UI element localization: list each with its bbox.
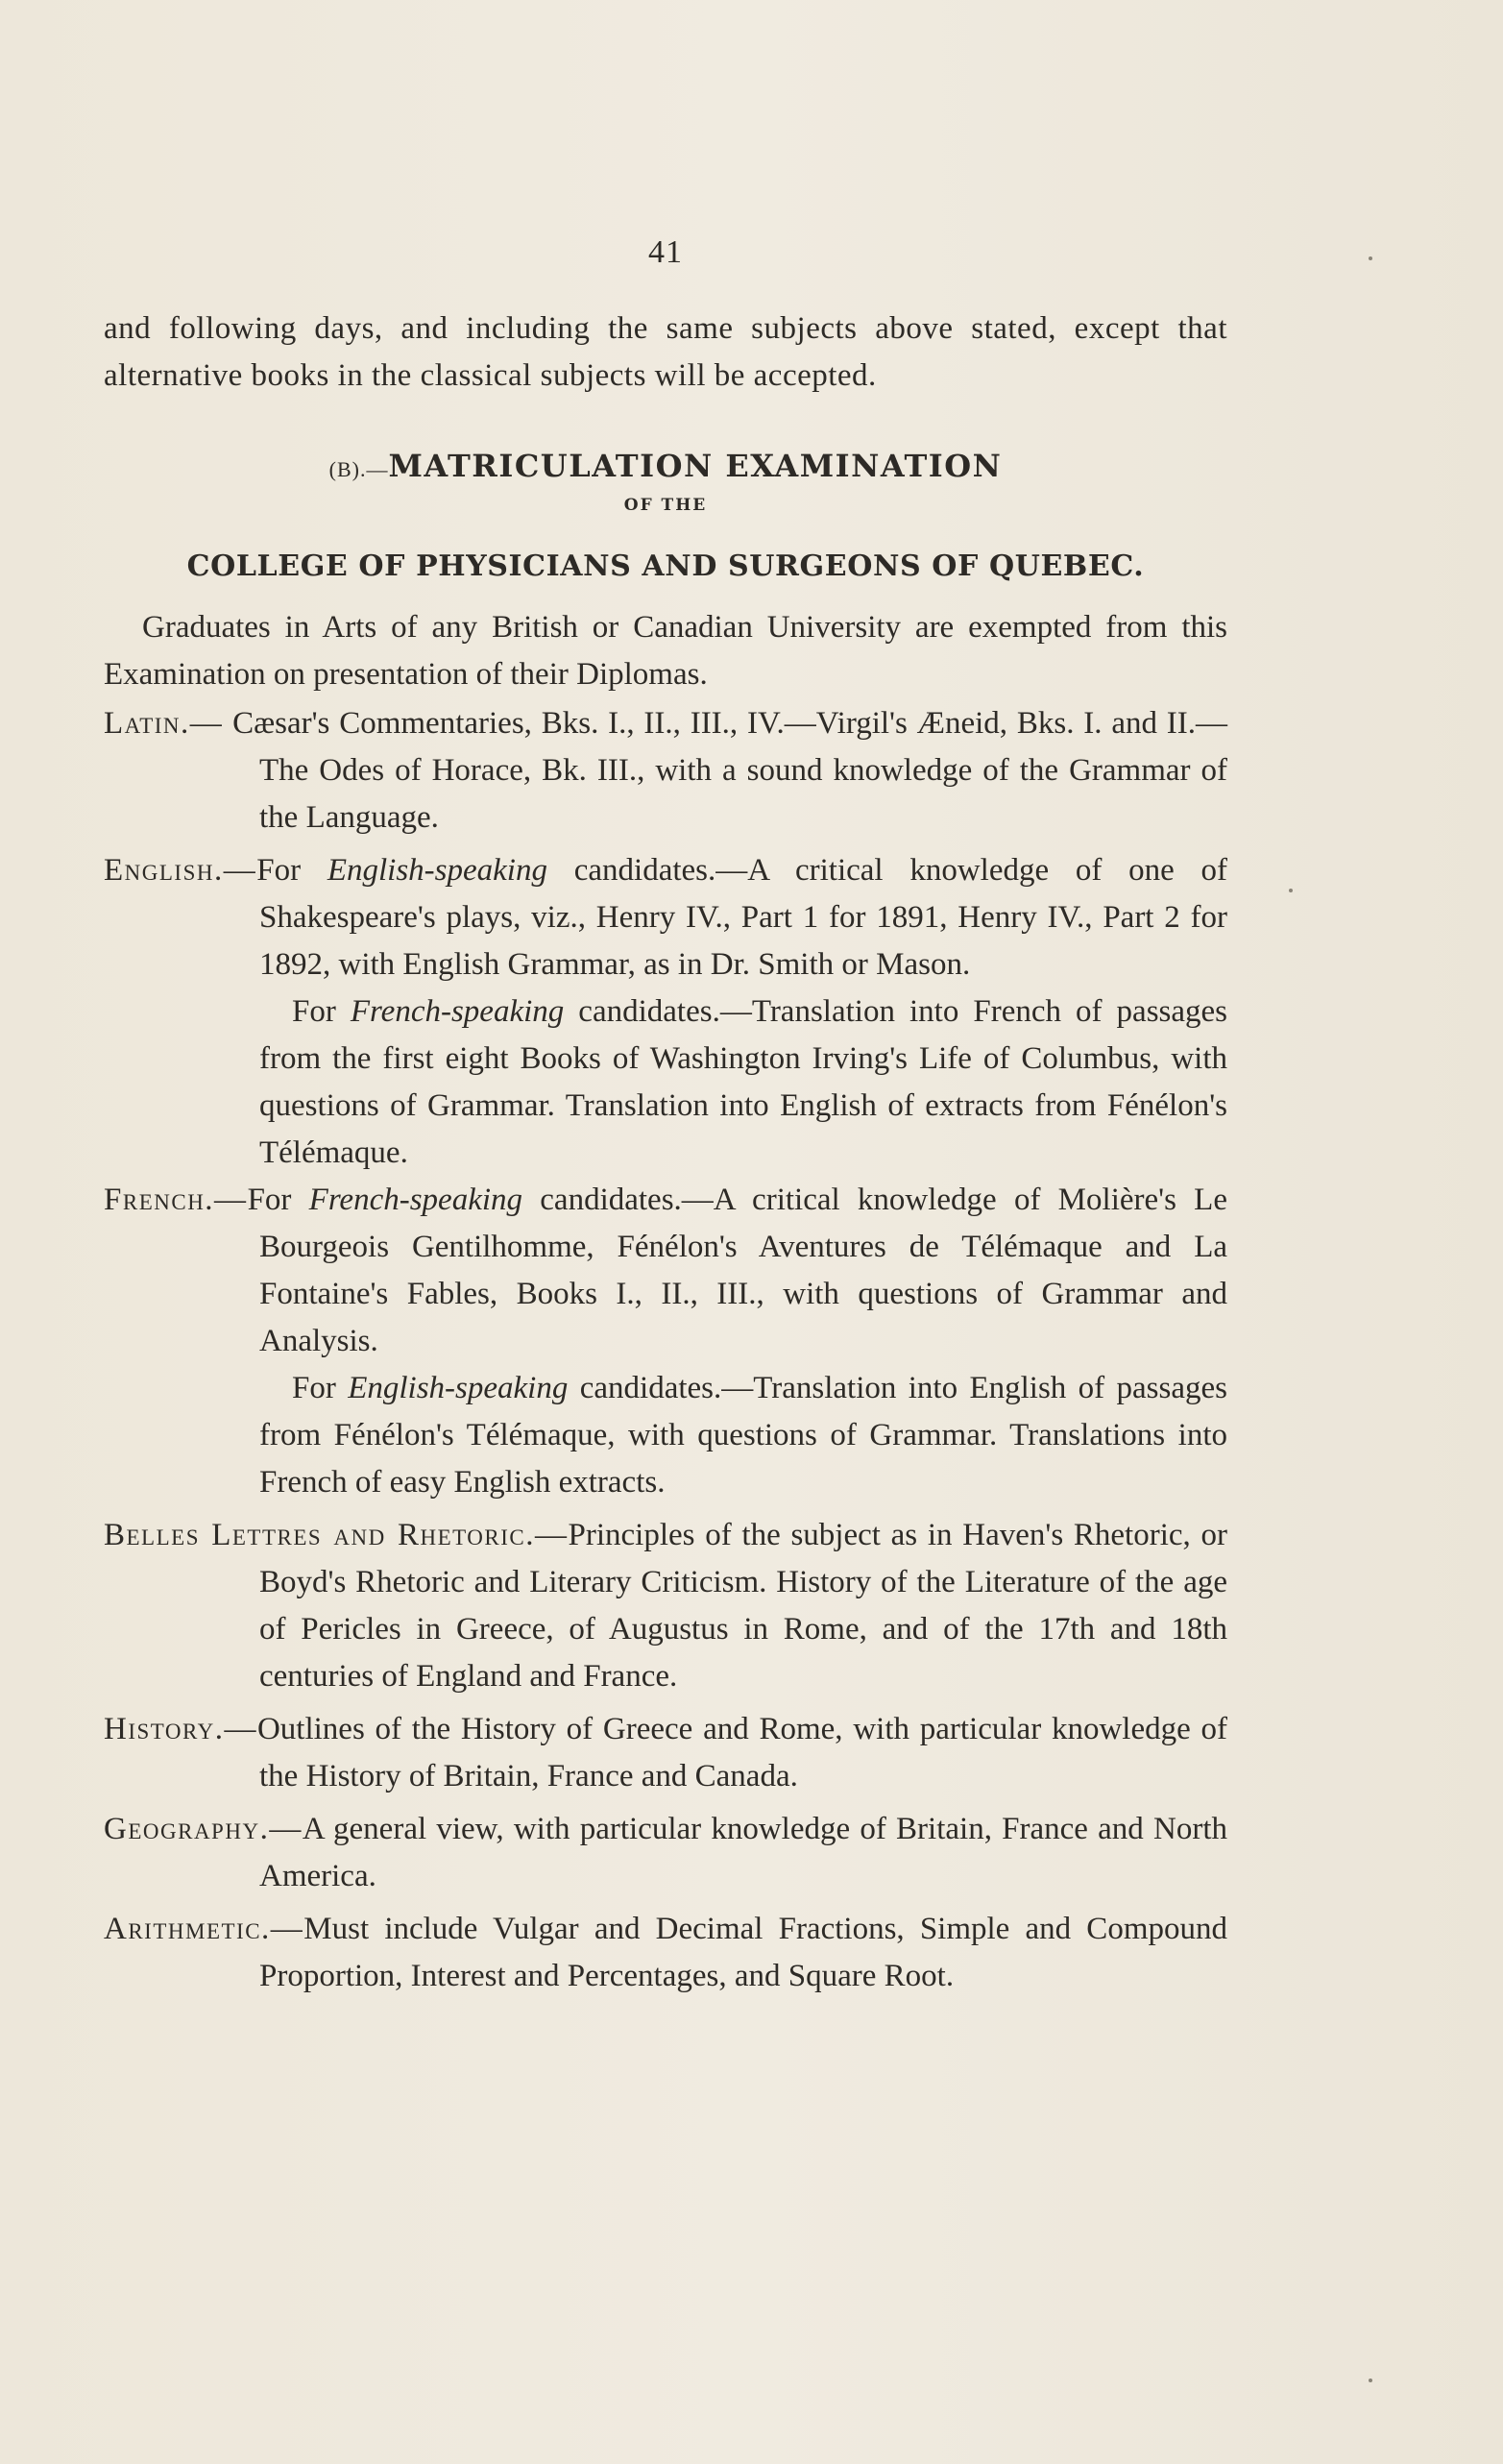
entry-text-geography: A general view, with particular knowledge of Britain, France and North America. — [259, 1812, 1227, 1893]
entry-history — [104, 1706, 1227, 1800]
subject-label-geography: Geography.— — [104, 1812, 303, 1846]
subject-label-english: English.— — [104, 853, 257, 888]
entry-text-history: Outlines of the History of Greece and Rome, with particular knowledge of the History of Britain, France and Canada. — [256, 1712, 1227, 1793]
entry-text-latin: Cæsar's Commentaries, Bks. I., II., III., IV.—Virgil's Æneid, Bks. I. and II.—The Odes of Horace, Bk. III., with a sound knowledge of the Grammar of the Language. — [223, 706, 1227, 835]
entry-text-french: candidates.—A critical knowledge of Molière's Le Bourgeois Gentilhomme, Fénélon's Aventures de Télémaque and La Fontaine's Fables, Books I., II., III., with questions of Grammar and Analysis. — [259, 1183, 1227, 1358]
paper-speck — [1369, 256, 1372, 260]
entry-text-belles-lettres: Principles of the subject as in Haven's Rhetoric, or Boyd's Rhetoric and Literary Criticism. History of the Literature of the age of Pericles in Greece, of Augustus in Rome, and of the 17th and 18th centuries of England and France. — [259, 1518, 1227, 1694]
entry-belles-lettres — [104, 1512, 1227, 1700]
entry-english: English.—For English-speaking candidates.—A critical knowledge of one of Shakespeare's plays, viz., Henry IV., Part 1 for 1891, Henry IV., Part 2 for 1892, with English Grammar, as in Dr. Smith or Mason. — [104, 853, 1227, 982]
college-heading: COLLEGE OF PHYSICIANS AND SURGEONS OF QUEBEC. — [186, 549, 1145, 583]
entry-geography — [104, 1806, 1227, 1900]
subject-label-french: French.— — [104, 1183, 248, 1217]
entry-arithmetic — [104, 1906, 1227, 2000]
italic-french-speaking: French-speaking — [350, 994, 565, 1029]
section-title: MATRICULATION EXAMINATION — [388, 448, 1003, 484]
entry-latin — [104, 700, 1227, 842]
page-number: 41 — [648, 234, 683, 270]
entry-french-subparagraph: For English-speaking candidates.—Translation into English of passages from Fénélon's Télémaque, with questions of Grammar. Translations into French of easy English extracts. — [259, 1371, 1227, 1500]
italic-english-speaking: English-speaking — [327, 853, 547, 888]
graduates-paragraph: Graduates in Arts of any British or Canadian University are exempted from this Examination on presentation of their Diplomas. — [104, 610, 1227, 692]
entry-french: French.—For French-speaking candidates.—A critical knowledge of Molière's Le Bourgeois Gentilhomme, Fénélon's Aventures de Télémaque and La Fontaine's Fables, Books I., II., III., with questions of Grammar and Analysis. — [104, 1183, 1227, 1358]
subject-label-history: History.— — [104, 1712, 257, 1746]
page-content — [104, 234, 1227, 2000]
section-heading — [104, 448, 1227, 484]
entry-text-english: candidates.—A critical knowledge of one of Shakespeare's plays, viz., Henry IV., Part 1 for 1891, Henry IV., Part 2 for 1892, with English Grammar, as in Dr. Smith or Mason. — [259, 853, 1227, 982]
subject-label-belles-lettres: Belles Lettres and Rhetoric.— — [104, 1518, 569, 1552]
paper-speck — [1369, 2379, 1372, 2382]
italic-french-speaking: French-speaking — [308, 1183, 523, 1217]
subject-label-latin: Latin.— — [104, 706, 224, 741]
intro-paragraph: and following days, and including the same subjects above stated, except that alternative books in the classical subjects will be accepted. — [104, 311, 1227, 393]
italic-english-speaking: English-speaking — [348, 1371, 569, 1405]
entry-english-subparagraph: For French-speaking candidates.—Translation into French of passages from the first eight Books of Washington Irving's Life of Columbus, with questions of Grammar. Translation into English of extracts from Fénélon's Télémaque. — [259, 994, 1228, 1170]
paper-speck — [1289, 889, 1293, 892]
entry-text-arithmetic: Must include Vulgar and Decimal Fractions, Simple and Compound Proportion, Interest and Percentages, and Square Root. — [259, 1912, 1227, 1993]
of-the-label: OF THE — [623, 496, 708, 515]
section-prefix: (B).— — [328, 457, 389, 481]
subject-label-arithmetic: Arithmetic.— — [104, 1912, 304, 1946]
